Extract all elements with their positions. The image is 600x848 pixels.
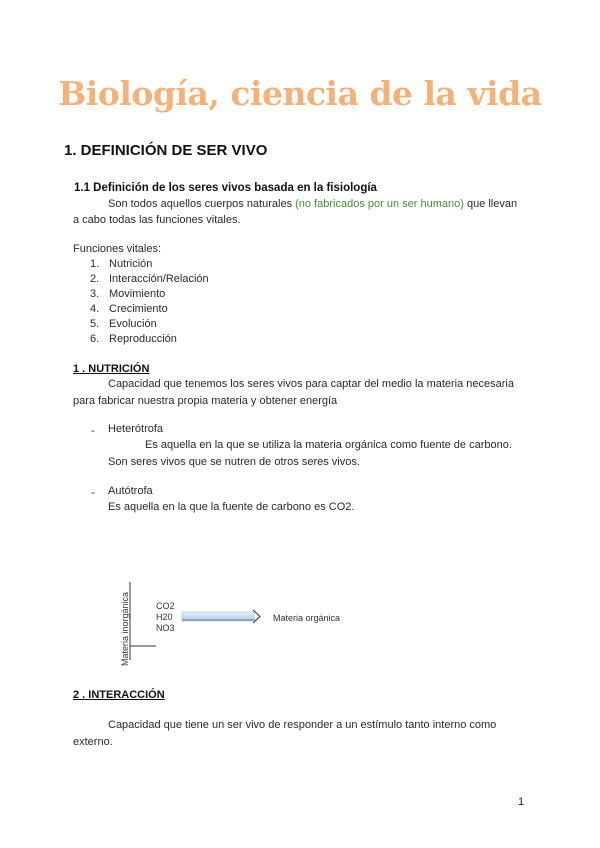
nutrition-diagram — [112, 578, 372, 668]
functions-list — [90, 257, 209, 347]
functions-label: Funciones vitales: — [73, 243, 162, 255]
nutricion-line1: Capacidad que tenemos los seres vivos para captar del medio la materia necesaria — [108, 378, 514, 390]
bullet-dash: - — [91, 487, 95, 499]
section-title-nutricion: 1 . NUTRICIÓN — [73, 363, 150, 375]
list-item: 6. Reproducción — [90, 333, 177, 345]
section-title-interaccion: 2 . INTERACCIÓN — [73, 689, 165, 701]
list-item: 4. Crecimiento — [90, 303, 168, 315]
list-item: 5. Evolución — [90, 318, 157, 330]
interaccion-line1: Capacidad que tiene un ser vivo de responder a un estímulo tanto interno como — [108, 719, 497, 731]
output-materia-organica: Materia orgánica — [273, 613, 341, 623]
list-item: 3. Movimiento — [90, 288, 166, 300]
list-item: 2. Interacción/Relación — [90, 273, 209, 285]
diagram-inputs — [156, 601, 175, 634]
list-item: 1. Nutrición — [90, 258, 153, 270]
input-no3: NO3 — [156, 623, 175, 633]
input-h20: H20 — [156, 612, 173, 622]
section-heading-definicion: 1. DEFINICIÓN DE SER VIVO — [64, 142, 268, 159]
autotrofa-name: Autótrofa — [108, 485, 153, 497]
definition-paragraph-line1 — [108, 196, 517, 213]
arrow-body — [182, 612, 254, 621]
heterotrofa-line2: Son seres vivos que se nutren de otros seres vivos. — [108, 456, 360, 468]
definition-text-highlight: (no fabricados por un ser humano) — [295, 198, 464, 210]
document-title: Biología, ciencia de la vida — [58, 74, 542, 113]
heterotrofa-line1: Es aquella en la que se utiliza la materia orgánica como fuente de carbono. — [145, 439, 512, 451]
nutrition-diagram-svg — [112, 578, 372, 668]
definition-text-end: que llevan — [463, 198, 518, 210]
autotrofa-line1: Es aquella en la que la fuente de carbono es CO2. — [108, 501, 355, 513]
interaccion-line2: externo. — [73, 736, 113, 748]
heterotrofa-name: Heterótrofa — [108, 423, 164, 435]
bullet-dash: - — [91, 425, 95, 437]
definition-paragraph-line2: a cabo todas las funciones vitales. — [73, 214, 241, 226]
definition-text-start: Son todos aquellos cuerpos naturales — [108, 198, 296, 210]
subheading-fisiologia: 1.1 Definición de los seres vivos basada en la fisiología — [74, 182, 377, 194]
nutricion-line2: para fabricar nuestra propia materia y obtener energía — [73, 395, 338, 407]
page-number: 1 — [518, 796, 525, 808]
axis-label-materia-inorganica: Materia inorgánica — [120, 591, 130, 667]
input-co2: CO2 — [156, 601, 175, 611]
